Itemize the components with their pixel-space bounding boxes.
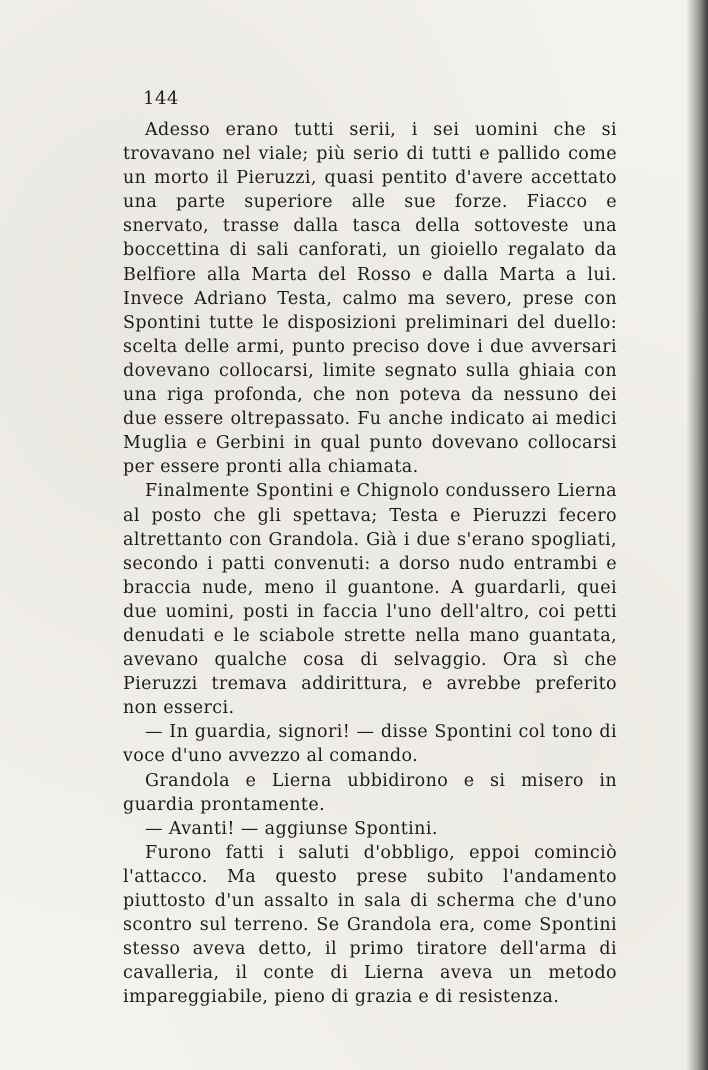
paragraph: Finalmente Spontini e Chignolo condussero Lierna al posto che gli spettava; Testa e Pieruzzi fecero altrettanto con Grandola. Già i due s'erano spogliati, secondo i patti convenuti: a dorso nudo entrambi e braccia nude, meno il guantone. A guardarli, quei due uomini, posti in faccia l'uno dell'altro, coi petti denudati e le sciabole strette nella mano guantata, avevano qualche cosa di selvaggio. Ora sì che Pieruzzi tremava addirittura, e avrebbe preferito non esserci. <box>123 481 617 719</box>
paragraph: Adesso erano tutti serii, i sei uomini che si trovavano nel viale; più serio di tutti e pallido come un morto il Pieruzzi, quasi pentito d'avere accettato una parte superiore alle sue forze. Fiacco e snervato, trasse dalla tasca della sottoveste una boccettina di sali canforati, un gioiello regalato da Belfiore alla Marta del Rosso e dalla Marta a lui. Invece Adriano Testa, calmo ma severo, prese con Spontini tutte le disposizioni preliminari del duello: scelta delle armi, punto preciso dove i due avversari dovevano collocarsi, limite segnato sulla ghiaia con una riga profonda, che non poteva da nessuno dei due essere oltrepassato. Fu anche indicato ai medici Muglia e Gerbini in qual punto dovevano collocarsi per essere pronti alla chiamata. <box>123 120 617 478</box>
page-number: 144 <box>143 88 179 109</box>
paragraph: — Avanti! — aggiunse Spontini. <box>145 818 438 839</box>
paragraph: Grandola e Lierna ubbidirono e si misero in guardia prontamente. <box>123 770 617 815</box>
paragraph: — In guardia, signori! — disse Spontini col tono di voce d'uno avvezzo al comando. <box>123 722 617 767</box>
page-binding-shadow <box>686 0 708 1070</box>
body-text <box>123 118 617 1009</box>
paragraph: Furono fatti i saluti d'obbligo, eppoi cominciò l'attacco. Ma questo prese subito l'andamento piuttosto d'un assalto in sala di scherma che d'uno scontro sul terreno. Se Grandola era, come Spontini stesso aveva detto, il primo tiratore dell'arma di cavalleria, il conte di Lierna aveva un metodo impareggiabile, pieno di grazia e di resistenza. <box>123 842 617 1008</box>
